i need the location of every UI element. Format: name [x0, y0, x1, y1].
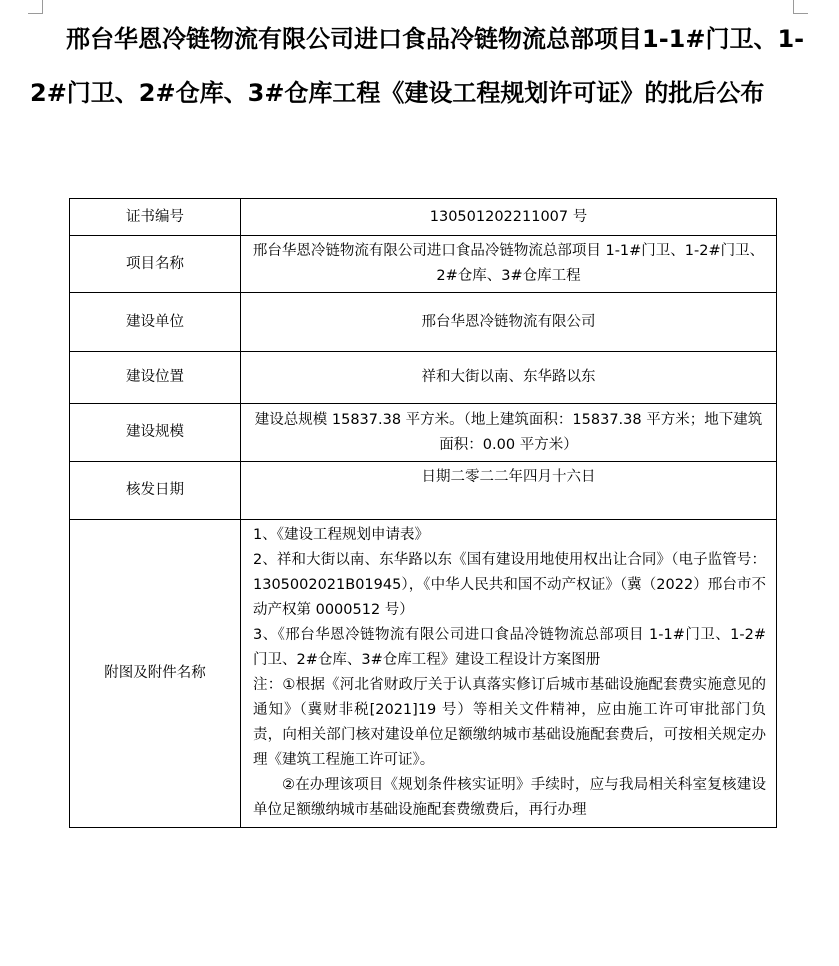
table-row	[70, 199, 777, 236]
attachment-item-1: 1、《建设工程规划申请表》	[253, 527, 429, 543]
location-value: 祥和大街以南、东华路以东	[241, 352, 777, 404]
location-label: 建设位置	[70, 352, 241, 404]
attachment-note-2: ②在办理该项目《规划条件核实证明》手续时，应与我局相关科室复核建设单位足额缴纳城市基础设施配套费缴费后，再行办理	[253, 777, 766, 818]
table-row	[70, 293, 777, 352]
attachment-note-1: 注：①根据《河北省财政厅关于认真落实修订后城市基础设施配套费实施意见的通知》（冀财非税[2021]19 号）等相关文件精神，应由施工许可审批部门负责，向相关部门核对建设单位足额缴纳城市基础设施配套费后，可按相关规定办理《建筑工程施工许可证》。	[253, 677, 766, 768]
attachment-item-3: 3、《邢台华恩冷链物流有限公司进口食品冷链物流总部项目 1-1#门卫、1-2#门卫、2#仓库、3#仓库工程》建设工程设计方案图册	[253, 627, 766, 668]
table-row	[70, 236, 777, 293]
document-title: 邢台华恩冷链物流有限公司进口食品冷链物流总部项目1-1#门卫、1-2#门卫、2#仓库、3#仓库工程《建设工程规划许可证》的批后公布	[30, 25, 805, 107]
table-row	[70, 404, 777, 462]
issue-date-value: 日期二零二二年四月十六日	[241, 462, 777, 520]
builder-label: 建设单位	[70, 293, 241, 352]
issue-date-label: 核发日期	[70, 462, 241, 520]
scale-label: 建设规模	[70, 404, 241, 462]
cert-no-label: 证书编号	[70, 199, 241, 236]
cert-no-value: 130501202211007 号	[241, 199, 777, 236]
scale-value: 建设总规模 15837.38 平方米。（地上建筑面积：15837.38 平方米；地下建筑面积：0.00 平方米）	[241, 404, 777, 462]
attachments-list	[241, 520, 777, 828]
project-name-value: 邢台华恩冷链物流有限公司进口食品冷链物流总部项目 1-1#门卫、1-2#门卫、2#仓库、3#仓库工程	[241, 236, 777, 293]
table-row	[70, 352, 777, 404]
attachment-item-2: 2、祥和大街以南、东华路以东《国有建设用地使用权出让合同》（电子监管号：1305002021B01945），《中华人民共和国不动产权证》（冀（2022）邢台市不动产权第 0000512 号）	[253, 552, 766, 618]
table-row	[70, 520, 777, 828]
attachments-label: 附图及附件名称	[70, 520, 241, 828]
permit-table	[69, 198, 777, 828]
table-row	[70, 462, 777, 520]
project-name-label: 项目名称	[70, 236, 241, 293]
builder-value: 邢台华恩冷链物流有限公司	[241, 293, 777, 352]
